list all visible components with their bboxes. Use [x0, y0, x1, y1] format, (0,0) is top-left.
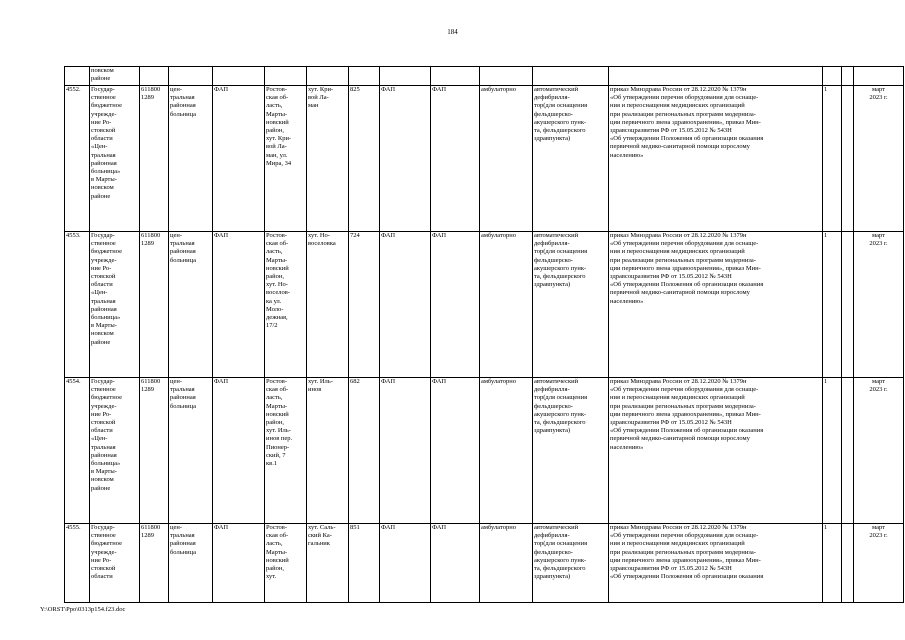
- cell-code: 611800 1289: [140, 378, 169, 524]
- cell-number: 4555.: [65, 524, 90, 603]
- cell-type: ФАП: [431, 378, 480, 524]
- cell-empty: [265, 67, 307, 86]
- cell-empty: [533, 67, 609, 86]
- cell-type: ФАП: [380, 524, 431, 603]
- cell-address: Ростов- ская об- ласть, Марты- новский район, хут. Кри- вой Ла- ман, ул. Мира, 34: [265, 86, 307, 232]
- cell-date: март 2023 г.: [854, 232, 904, 378]
- cell-population: 682: [349, 378, 380, 524]
- footer-file-path: Y:\ORST\Ppo\0313p154.f23.doc: [40, 606, 126, 613]
- table-row-continuation: [65, 67, 904, 86]
- cell-type: ФАП: [380, 378, 431, 524]
- cell-quantity: 1: [823, 232, 842, 378]
- cell-equipment: автоматический дефибрилля- тор(для оснащения фельдшерско- акушерского пунк- та, фельдшерского здравпункта): [533, 86, 609, 232]
- cell-date: март 2023 г.: [854, 524, 904, 603]
- table-row: [65, 86, 904, 232]
- cell-locality: хут. Иль- инов: [307, 378, 349, 524]
- cell-institution-continued: повском районе: [90, 67, 140, 86]
- cell-quantity: 1: [823, 378, 842, 524]
- cell-date: март 2023 г.: [854, 378, 904, 524]
- cell-empty: [842, 86, 854, 232]
- cell-type: ФАП: [431, 232, 480, 378]
- cell-population: 724: [349, 232, 380, 378]
- cell-locality: хут. Но- воселовка: [307, 232, 349, 378]
- cell-order: приказ Минздрава России от 28.12.2020 № 1379н «Об утверждении перечня оборудования для оснаще- ния и переоснащения медицинских организаций при реализации региональных программ модерниза- ции первичного звена здравоохранения», приказ Мин- здравсоцразвития РФ от 15.05.2012 № 543Н «Об утверждении Положения об организации оказания первичной медико-санитарной помощи взрослому населению»: [609, 378, 823, 524]
- cell-population: 851: [349, 524, 380, 603]
- cell-empty: [823, 67, 842, 86]
- cell-address: Ростов- ская об- ласть, Марты- новский район, хут. Иль- инов пер. Пионер- ский, 7 кв.1: [265, 378, 307, 524]
- table-row: [65, 524, 904, 603]
- cell-empty: [169, 67, 213, 86]
- cell-order: приказ Минздрава России от 28.12.2020 № 1379н «Об утверждении перечня оборудования для оснаще- ния и переоснащения медицинских организаций при реализации региональных программ модерниза- ции первичного звена здравоохранения», приказ Мин- здравсоцразвития РФ от 15.05.2012 № 543Н «Об утверждении Положения об организации оказания первичной медико-санитарной помощи взрослому населению»: [609, 86, 823, 232]
- cell-empty: [842, 67, 854, 86]
- cell-care-type: амбулаторно: [480, 378, 533, 524]
- cell-type: ФАП: [213, 86, 265, 232]
- cell-code: 611800 1289: [140, 524, 169, 603]
- cell-number: 4554.: [65, 378, 90, 524]
- cell-code: 611800 1289: [140, 86, 169, 232]
- cell-code: 611800 1289: [140, 232, 169, 378]
- cell-quantity: 1: [823, 86, 842, 232]
- cell-empty: [842, 524, 854, 603]
- cell-equipment: автоматический дефибрилля- тор(для оснащения фельдшерско- акушерского пунк- та, фельдшерского здравпункта): [533, 524, 609, 603]
- cell-hospital: цен- тральная районная больница: [169, 232, 213, 378]
- cell-number: 4552.: [65, 86, 90, 232]
- cell-type: ФАП: [431, 524, 480, 603]
- cell-institution: Государ- ственное бюджетное учрежде- ние Ро- стовской области «Цен- тральная районная больница» в Марты- новском районе: [90, 378, 140, 524]
- cell-empty: [349, 67, 380, 86]
- cell-quantity: 1: [823, 524, 842, 603]
- cell-type: ФАП: [213, 524, 265, 603]
- cell-empty: [140, 67, 169, 86]
- cell-empty: [842, 378, 854, 524]
- cell-empty: [854, 67, 904, 86]
- cell-type: ФАП: [213, 378, 265, 524]
- cell-address: Ростов- ская об- ласть, Марты- новский район, хут. Но- воселов- ка ул. Моло- дежная, 17/2: [265, 232, 307, 378]
- cell-address: Ростов- ская об- ласть, Марты- новский район, хут.: [265, 524, 307, 603]
- cell-institution: Государ- ственное бюджетное учрежде- ние Ро- стовской области «Цен- тральная районная больница» в Марты- новском районе: [90, 86, 140, 232]
- table-row: [65, 232, 904, 378]
- cell-locality: хут. Кри- вой Ла- ман: [307, 86, 349, 232]
- cell-type: ФАП: [380, 86, 431, 232]
- cell-type: ФАП: [213, 232, 265, 378]
- cell-hospital: цен- тральная районная больница: [169, 378, 213, 524]
- cell-empty: [65, 67, 90, 86]
- cell-population: 825: [349, 86, 380, 232]
- cell-institution: Государ- ственное бюджетное учрежде- ние Ро- стовской области «Цен- тральная районная больница» в Марты- новском районе: [90, 232, 140, 378]
- equipment-table-container: [64, 66, 888, 604]
- cell-empty: [480, 67, 533, 86]
- cell-empty: [609, 67, 823, 86]
- cell-care-type: амбулаторно: [480, 232, 533, 378]
- cell-type: ФАП: [380, 232, 431, 378]
- cell-empty: [213, 67, 265, 86]
- cell-empty: [307, 67, 349, 86]
- cell-hospital: цен- тральная районная больница: [169, 86, 213, 232]
- equipment-table: [64, 66, 904, 603]
- cell-care-type: амбулаторно: [480, 524, 533, 603]
- cell-date: март 2023 г.: [854, 86, 904, 232]
- cell-empty: [842, 232, 854, 378]
- table-row: [65, 378, 904, 524]
- cell-empty: [380, 67, 431, 86]
- cell-type: ФАП: [431, 86, 480, 232]
- cell-number: 4553.: [65, 232, 90, 378]
- cell-locality: хут. Саль- ский Ка- гальник: [307, 524, 349, 603]
- cell-equipment: автоматический дефибрилля- тор(для оснащения фельдшерско- акушерского пунк- та, фельдшерского здравпункта): [533, 232, 609, 378]
- cell-empty: [431, 67, 480, 86]
- cell-care-type: амбулаторно: [480, 86, 533, 232]
- cell-institution: Государ- ственное бюджетное учрежде- ние Ро- стовской области: [90, 524, 140, 603]
- page-number: 184: [447, 28, 458, 36]
- cell-hospital: цен- тральная районная больница: [169, 524, 213, 603]
- cell-order: приказ Минздрава России от 28.12.2020 № 1379н «Об утверждении перечня оборудования для оснаще- ния и переоснащения медицинских организаций при реализации региональных программ модерниза- ции первичного звена здравоохранения», приказ Мин- здравсоцразвития РФ от 15.05.2012 № 543Н «Об утверждении Положения об организации оказания первичной медико-санитарной помощи взрослому населению»: [609, 232, 823, 378]
- cell-order: приказ Минздрава России от 28.12.2020 № 1379н «Об утверждении перечня оборудования для оснаще- ния и переоснащения медицинских организаций при реализации региональных программ модерниза- ции первичного звена здравоохранения», приказ Мин- здравсоцразвития РФ от 15.05.2012 № 543Н «Об утверждении Положения об организации оказания: [609, 524, 823, 603]
- cell-equipment: автоматический дефибрилля- тор(для оснащения фельдшерско- акушерского пунк- та, фельдшерского здравпункта): [533, 378, 609, 524]
